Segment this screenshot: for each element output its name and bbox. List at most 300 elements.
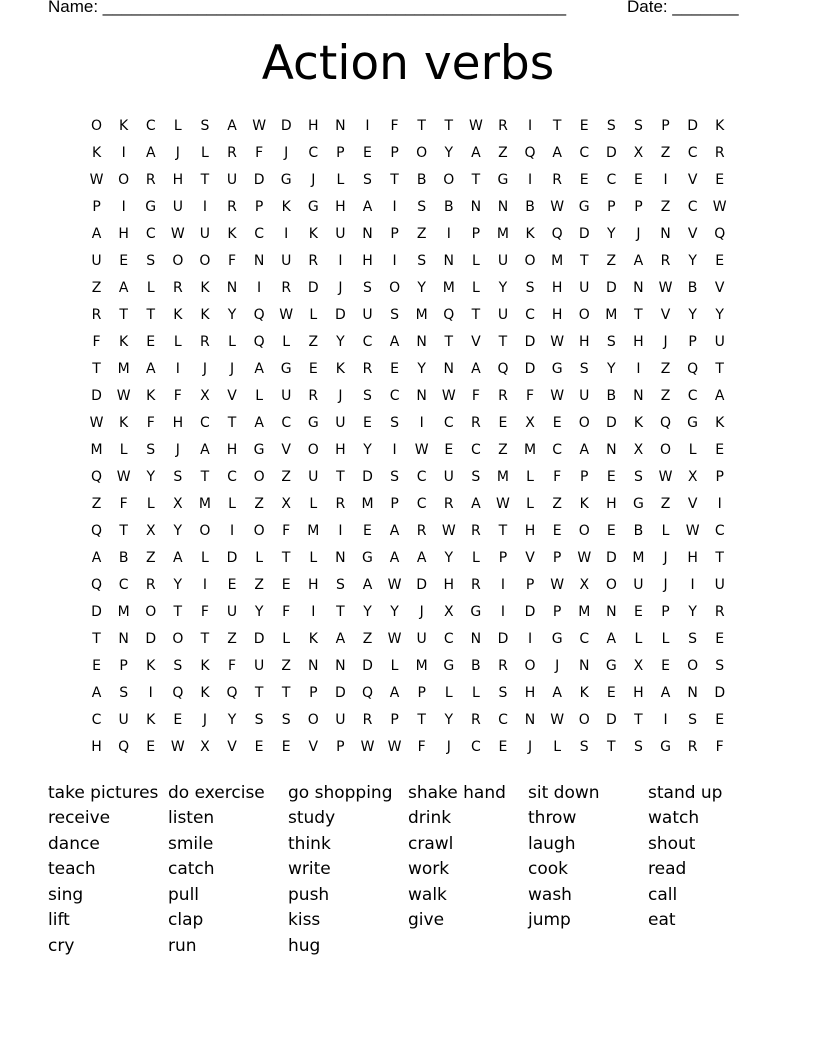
- grid-letter: B: [687, 279, 698, 296]
- grid-letter: E: [579, 117, 589, 134]
- grid-letter: G: [632, 495, 644, 512]
- grid-letter: R: [308, 252, 319, 269]
- grid-letter: U: [416, 630, 427, 647]
- grid-row: [83, 706, 743, 733]
- grid-letter: L: [471, 684, 480, 701]
- grid-letter: F: [227, 657, 237, 674]
- grid-letter: T: [254, 684, 264, 701]
- grid-letter: J: [527, 738, 533, 755]
- grid-letter: I: [663, 711, 668, 728]
- grid-letter: G: [280, 360, 292, 377]
- grid-letter: U: [335, 414, 346, 431]
- grid-letter: C: [470, 441, 481, 458]
- grid-letter: H: [687, 549, 698, 566]
- grid-letter: V: [687, 495, 698, 512]
- word-list-item: receive: [48, 808, 111, 829]
- grid-letter: H: [91, 738, 102, 755]
- grid-letter: O: [253, 468, 265, 485]
- grid-letter: D: [497, 630, 509, 647]
- grid-letter: E: [146, 333, 156, 350]
- word-list-item: walk: [408, 884, 447, 905]
- grid-letter: O: [578, 711, 590, 728]
- grid-letter: R: [362, 360, 373, 377]
- grid-letter: T: [417, 117, 426, 134]
- grid-letter: B: [633, 522, 644, 539]
- grid-letter: F: [282, 603, 291, 620]
- grid-letter: Y: [146, 468, 156, 485]
- grid-letter: P: [390, 225, 399, 242]
- grid-letter: W: [89, 171, 104, 188]
- grid-letter: K: [715, 117, 725, 134]
- grid-letter: Q: [253, 333, 265, 350]
- grid-letter: I: [284, 225, 289, 242]
- grid-row: [83, 733, 743, 760]
- grid-row: [83, 220, 743, 247]
- grid-row: [83, 652, 743, 679]
- grid-letter: R: [227, 198, 237, 215]
- grid-letter: C: [389, 387, 400, 404]
- grid-letter: N: [497, 198, 509, 215]
- grid-letter: W: [712, 198, 727, 215]
- grid-row: [83, 112, 743, 139]
- grid-letter: E: [715, 252, 725, 269]
- grid-letter: L: [255, 387, 264, 404]
- word-list-item: watch: [648, 808, 700, 829]
- grid-letter: T: [227, 414, 237, 431]
- grid-letter: L: [282, 333, 291, 350]
- grid-letter: W: [550, 198, 565, 215]
- grid-letter: O: [307, 441, 319, 458]
- grid-letter: K: [715, 414, 725, 431]
- word-list-item: push: [288, 884, 330, 905]
- grid-letter: Q: [443, 306, 455, 323]
- grid-letter: C: [362, 333, 373, 350]
- grid-letter: X: [200, 738, 210, 755]
- grid-letter: E: [173, 711, 183, 728]
- grid-letter: L: [228, 333, 236, 350]
- grid-letter: Y: [417, 360, 426, 377]
- grid-letter: V: [308, 738, 319, 755]
- grid-letter: Q: [91, 576, 103, 593]
- grid-letter: H: [308, 576, 319, 593]
- grid-letter: W: [252, 117, 267, 134]
- grid-letter: U: [226, 171, 238, 188]
- grid-letter: F: [715, 738, 724, 755]
- grid-letter: U: [118, 711, 129, 728]
- grid-letter: L: [688, 441, 697, 458]
- grid-letter: T: [281, 684, 291, 701]
- grid-letter: W: [496, 495, 510, 512]
- grid-letter: F: [119, 495, 128, 512]
- grid-letter: T: [119, 522, 128, 539]
- grid-letter: G: [497, 171, 509, 188]
- word-list-item: sing: [48, 884, 84, 905]
- grid-letter: A: [91, 225, 102, 242]
- grid-letter: I: [527, 630, 533, 647]
- grid-letter: V: [525, 549, 535, 566]
- grid-letter: E: [146, 738, 156, 755]
- grid-letter: V: [227, 738, 237, 755]
- word-list-row: [48, 908, 768, 934]
- grid-letter: O: [307, 711, 319, 728]
- grid-letter: A: [91, 684, 102, 701]
- grid-letter: P: [715, 468, 724, 485]
- grid-letter: V: [660, 306, 671, 323]
- word-list-item: pull: [168, 884, 200, 905]
- grid-letter: L: [309, 495, 318, 512]
- grid-letter: U: [172, 198, 183, 215]
- grid-letter: Y: [390, 603, 399, 620]
- word-search-grid: [83, 112, 743, 760]
- grid-letter: T: [200, 171, 210, 188]
- grid-letter: H: [172, 171, 184, 188]
- grid-letter: Y: [173, 576, 183, 593]
- grid-letter: L: [146, 279, 155, 296]
- grid-letter: G: [660, 738, 671, 755]
- grid-letter: G: [551, 630, 563, 647]
- grid-letter: P: [390, 495, 399, 512]
- grid-letter: S: [390, 468, 400, 485]
- grid-letter: X: [579, 576, 590, 593]
- grid-letter: R: [200, 333, 210, 350]
- word-list-row: [48, 882, 768, 908]
- grid-letter: E: [390, 360, 399, 377]
- grid-letter: X: [200, 387, 210, 404]
- grid-letter: E: [552, 414, 562, 431]
- grid-letter: O: [524, 657, 536, 674]
- grid-letter: K: [579, 495, 589, 512]
- grid-letter: R: [552, 171, 562, 188]
- grid-letter: F: [255, 144, 264, 161]
- grid-letter: Y: [254, 603, 264, 620]
- grid-letter: M: [605, 306, 618, 323]
- grid-letter: F: [282, 522, 291, 539]
- grid-letter: R: [470, 522, 481, 539]
- grid-letter: Y: [173, 522, 183, 539]
- grid-letter: Z: [254, 495, 264, 512]
- grid-letter: O: [118, 171, 130, 188]
- grid-letter: N: [470, 630, 482, 647]
- grid-letter: Z: [254, 576, 264, 593]
- grid-letter: D: [145, 630, 157, 647]
- grid-letter: L: [661, 522, 670, 539]
- grid-letter: S: [173, 657, 183, 674]
- grid-letter: Z: [498, 441, 508, 458]
- grid-letter: A: [552, 684, 562, 701]
- grid-letter: I: [202, 198, 207, 215]
- grid-letter: Y: [227, 711, 237, 728]
- grid-letter: W: [360, 738, 375, 755]
- grid-letter: C: [470, 738, 481, 755]
- grid-letter: W: [550, 387, 565, 404]
- grid-letter: H: [633, 333, 644, 350]
- grid-letter: J: [663, 549, 668, 566]
- grid-letter: I: [229, 522, 235, 539]
- grid-letter: P: [336, 144, 345, 161]
- grid-letter: F: [390, 117, 399, 134]
- word-list-item: listen: [168, 808, 215, 829]
- word-list-item: cry: [48, 935, 75, 956]
- grid-letter: P: [309, 684, 318, 701]
- word-list-item: write: [288, 859, 331, 880]
- grid-letter: M: [117, 360, 130, 377]
- grid-letter: V: [687, 225, 698, 242]
- grid-letter: N: [606, 441, 617, 458]
- grid-letter: I: [527, 171, 533, 188]
- grid-letter: H: [172, 414, 184, 431]
- grid-letter: O: [578, 414, 590, 431]
- grid-letter: O: [660, 441, 672, 458]
- grid-letter: V: [227, 387, 237, 404]
- grid-letter: S: [633, 117, 643, 134]
- word-list-item: give: [408, 910, 445, 931]
- word-list-item: call: [648, 884, 678, 905]
- grid-letter: Y: [607, 225, 616, 242]
- grid-letter: R: [145, 171, 156, 188]
- grid-letter: I: [121, 144, 126, 161]
- grid-letter: D: [605, 711, 617, 728]
- grid-letter: I: [663, 171, 668, 188]
- grid-letter: S: [390, 306, 400, 323]
- grid-letter: J: [419, 603, 424, 620]
- grid-letter: E: [444, 441, 454, 458]
- grid-letter: E: [363, 414, 372, 431]
- grid-letter: C: [281, 414, 292, 431]
- grid-letter: G: [443, 657, 455, 674]
- word-list-item: dance: [48, 833, 100, 854]
- grid-letter: Z: [362, 630, 373, 647]
- grid-letter: O: [91, 117, 103, 134]
- grid-row: [83, 679, 743, 706]
- grid-letter: M: [578, 603, 591, 620]
- word-list-item: do exercise: [168, 782, 265, 803]
- grid-letter: A: [362, 198, 373, 215]
- grid-letter: E: [715, 171, 725, 188]
- grid-letter: H: [551, 279, 563, 296]
- grid-letter: S: [498, 684, 508, 701]
- grid-letter: F: [173, 387, 182, 404]
- grid-letter: S: [579, 738, 589, 755]
- grid-letter: E: [606, 468, 616, 485]
- grid-letter: R: [443, 495, 454, 512]
- grid-letter: J: [175, 144, 180, 161]
- grid-letter: U: [443, 468, 454, 485]
- grid-letter: A: [606, 630, 617, 647]
- grid-letter: I: [392, 441, 397, 458]
- grid-letter: W: [468, 117, 483, 134]
- grid-letter: U: [633, 576, 644, 593]
- grid-letter: A: [362, 576, 373, 593]
- grid-letter: E: [606, 684, 616, 701]
- grid-letter: A: [254, 414, 264, 431]
- grid-letter: S: [363, 171, 372, 188]
- grid-letter: N: [335, 549, 346, 566]
- grid-letter: L: [471, 279, 480, 296]
- grid-letter: P: [390, 144, 399, 161]
- grid-letter: A: [173, 549, 183, 566]
- grid-letter: Y: [688, 603, 697, 620]
- grid-letter: T: [146, 306, 156, 323]
- grid-letter: B: [118, 549, 129, 566]
- grid-letter: N: [335, 117, 346, 134]
- grid-letter: S: [471, 468, 481, 485]
- grid-letter: E: [92, 657, 101, 674]
- grid-letter: A: [118, 279, 129, 296]
- grid-letter: P: [688, 333, 697, 350]
- grid-letter: A: [416, 549, 427, 566]
- grid-letter: D: [253, 171, 265, 188]
- grid-letter: W: [658, 279, 673, 296]
- grid-letter: V: [281, 441, 291, 458]
- grid-letter: M: [361, 495, 374, 512]
- grid-letter: P: [92, 198, 101, 215]
- grid-letter: M: [307, 522, 320, 539]
- grid-row: [83, 598, 743, 625]
- grid-letter: X: [633, 144, 644, 161]
- grid-letter: I: [121, 198, 126, 215]
- grid-row: [83, 193, 743, 220]
- grid-letter: L: [661, 630, 670, 647]
- grid-letter: T: [336, 468, 345, 485]
- grid-letter: L: [526, 468, 534, 485]
- grid-letter: S: [688, 630, 698, 647]
- grid-letter: L: [173, 117, 182, 134]
- grid-letter: L: [471, 252, 480, 269]
- grid-letter: D: [226, 549, 238, 566]
- grid-letter: N: [362, 225, 373, 242]
- grid-letter: D: [280, 117, 292, 134]
- grid-letter: K: [308, 630, 318, 647]
- grid-letter: A: [471, 495, 481, 512]
- grid-letter: B: [443, 198, 454, 215]
- grid-letter: Y: [417, 279, 426, 296]
- grid-letter: H: [443, 576, 455, 593]
- grid-letter: Q: [714, 225, 726, 242]
- grid-row: [83, 166, 743, 193]
- grid-letter: E: [281, 576, 291, 593]
- grid-letter: C: [254, 225, 264, 242]
- grid-letter: O: [172, 630, 184, 647]
- grid-letter: Z: [145, 549, 156, 566]
- grid-letter: Y: [336, 333, 345, 350]
- grid-letter: A: [145, 144, 156, 161]
- word-list-row: [48, 857, 768, 883]
- grid-letter: D: [91, 387, 102, 404]
- grid-letter: A: [389, 684, 400, 701]
- grid-letter: L: [228, 495, 236, 512]
- grid-letter: W: [387, 630, 402, 647]
- grid-letter: N: [443, 252, 454, 269]
- grid-letter: A: [335, 630, 346, 647]
- grid-letter: D: [605, 144, 617, 161]
- grid-letter: C: [687, 198, 698, 215]
- grid-letter: S: [606, 117, 616, 134]
- grid-letter: J: [338, 387, 343, 404]
- grid-row: [83, 274, 743, 301]
- grid-letter: X: [443, 603, 454, 620]
- grid-letter: U: [497, 306, 509, 323]
- grid-letter: O: [389, 279, 401, 296]
- grid-letter: N: [416, 333, 427, 350]
- grid-letter: O: [578, 306, 590, 323]
- grid-letter: P: [607, 198, 616, 215]
- word-list-item: drink: [408, 808, 452, 829]
- grid-letter: H: [606, 495, 617, 512]
- grid-letter: U: [579, 279, 590, 296]
- grid-letter: W: [170, 225, 185, 242]
- grid-letter: N: [118, 630, 129, 647]
- grid-letter: Q: [497, 360, 509, 377]
- grid-letter: G: [253, 441, 265, 458]
- grid-letter: U: [281, 252, 292, 269]
- grid-letter: L: [390, 657, 399, 674]
- grid-letter: L: [471, 549, 480, 566]
- grid-letter: F: [417, 738, 426, 755]
- grid-letter: Z: [552, 495, 562, 512]
- grid-letter: H: [335, 198, 346, 215]
- grid-letter: B: [525, 198, 535, 215]
- grid-letter: X: [633, 441, 644, 458]
- grid-letter: M: [117, 603, 130, 620]
- grid-letter: N: [633, 387, 644, 404]
- grid-letter: C: [200, 414, 210, 431]
- grid-letter: J: [338, 279, 343, 296]
- grid-letter: W: [414, 441, 429, 458]
- grid-letter: D: [416, 576, 428, 593]
- grid-letter: S: [146, 441, 156, 458]
- grid-letter: Z: [498, 144, 508, 161]
- grid-letter: U: [308, 468, 319, 485]
- grid-letter: O: [199, 252, 211, 269]
- grid-letter: D: [307, 279, 319, 296]
- grid-letter: M: [415, 306, 428, 323]
- word-list-item: sit down: [528, 782, 600, 803]
- grid-letter: T: [498, 333, 508, 350]
- grid-letter: S: [173, 468, 183, 485]
- grid-letter: K: [281, 198, 291, 215]
- grid-letter: J: [284, 144, 289, 161]
- grid-letter: N: [226, 279, 238, 296]
- grid-letter: A: [633, 252, 644, 269]
- page-title: Action verbs: [261, 36, 555, 91]
- grid-letter: D: [524, 603, 536, 620]
- word-list-row: [48, 933, 768, 959]
- grid-letter: M: [524, 441, 537, 458]
- grid-letter: C: [145, 117, 156, 134]
- grid-letter: I: [392, 252, 397, 269]
- word-list-item: laugh: [528, 833, 576, 854]
- grid-row: [83, 247, 743, 274]
- grid-letter: N: [660, 225, 671, 242]
- grid-letter: A: [145, 360, 156, 377]
- grid-letter: E: [633, 603, 643, 620]
- word-list: [48, 780, 768, 959]
- word-list-item: eat: [648, 910, 676, 931]
- grid-letter: P: [661, 117, 670, 134]
- word-list-item: shake hand: [408, 782, 506, 803]
- grid-letter: M: [632, 549, 645, 566]
- grid-letter: Z: [660, 360, 671, 377]
- word-list-item: clap: [168, 910, 204, 931]
- grid-letter: T: [471, 171, 481, 188]
- grid-letter: O: [199, 522, 211, 539]
- grid-letter: P: [390, 711, 399, 728]
- grid-letter: X: [281, 495, 291, 512]
- grid-letter: Z: [227, 630, 237, 647]
- grid-letter: S: [715, 657, 725, 674]
- grid-letter: M: [551, 252, 564, 269]
- grid-letter: L: [146, 495, 155, 512]
